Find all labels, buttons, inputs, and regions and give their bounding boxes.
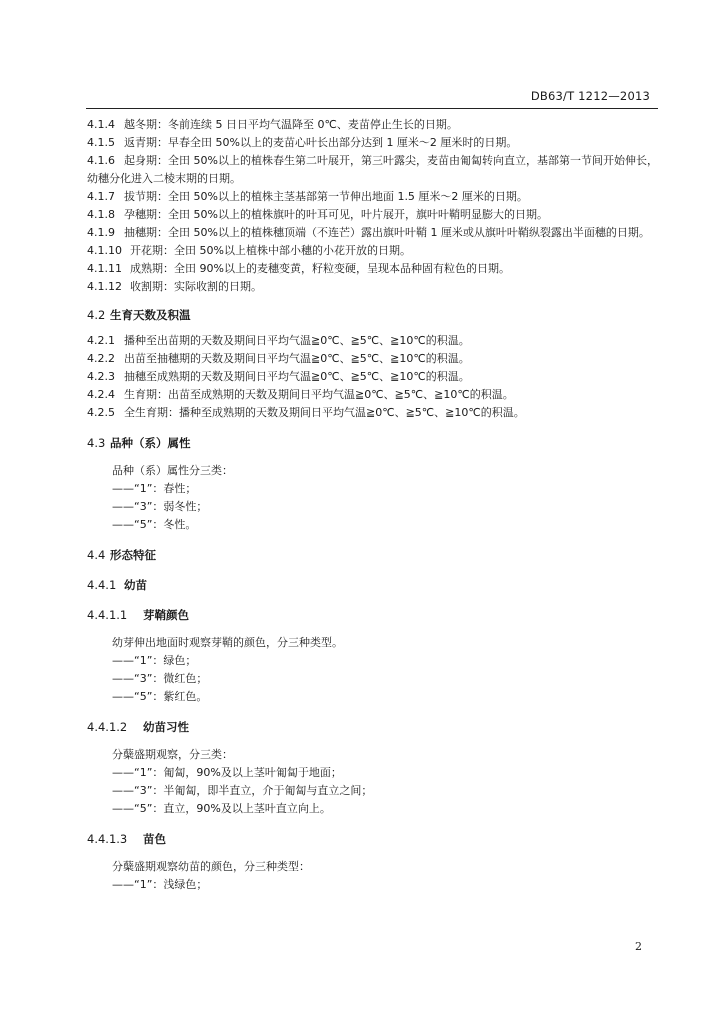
clause-text: 抽穗期：全田 50%以上的植株穗顶端（不连芒）露出旗叶叶鞘 1 厘米或从旗叶叶鞘纵裂露出半面穗的日期。 [124,226,650,239]
clause-number: 4.1.10 [87,244,122,257]
clause-text: 孕穗期：全田 50%以上的植株旗叶的叶耳可见，叶片展开，旗叶叶鞘明显膨大的日期。 [124,208,548,221]
clause-4-1-4 [87,116,659,134]
clause-number: 4.2.1 [87,334,115,347]
section-intro: 分蘖盛期观察幼苗的颜色，分三种类型： [112,860,310,873]
clause-4-1-7 [87,188,659,206]
clause-4-2-3 [87,368,659,386]
clause-text: 开花期：全田 50%以上植株中部小穗的小花开放的日期。 [130,244,411,257]
clause-number: 4.2.3 [87,370,115,383]
clause-number: 4.2.4 [87,388,115,401]
section-title: 幼苗习性 [143,720,189,734]
list-item: ——“1”：绿色； [112,654,197,667]
section-title: 品种（系）属性 [110,436,191,450]
list-item: ——“3”：半匍匐，即半直立，介于匍匐与直立之间； [112,784,373,797]
clause-text: 播种至出苗期的天数及期间日平均气温≧0℃、≧5℃、≧10℃的积温。 [124,334,470,347]
section-intro: 幼芽伸出地面时观察芽鞘的颜色，分三种类型。 [112,636,343,649]
document-body [87,116,659,894]
clause-text: 返青期：早春全田 50%以上的麦苗心叶长出部分达到 1 厘米～2 厘米时的日期。 [124,136,518,149]
section-title: 芽鞘颜色 [143,608,189,622]
clause-text: 生育期：出苗至成熟期的天数及期间日平均气温≧0℃、≧5℃、≧10℃的积温。 [124,388,514,401]
clause-text: 全生育期：播种至成熟期的天数及期间日平均气温≧0℃、≧5℃、≧10℃的积温。 [124,406,525,419]
section-title: 幼苗 [124,578,147,592]
section-number: 4.4.1.1 [87,608,128,622]
list-item: ——“5”：直立，90%及以上茎叶直立向上。 [112,802,331,815]
clause-4-1-5 [87,134,659,152]
section-number: 4.2 [87,308,106,322]
section-heading-4-4-1 [87,576,659,594]
section-heading-4-3 [87,434,659,452]
clause-4-2-4 [87,386,659,404]
section-heading-4-2 [87,306,659,324]
clause-number: 4.1.12 [87,280,122,293]
clause-text: 抽穗至成熟期的天数及期间日平均气温≧0℃、≧5℃、≧10℃的积温。 [124,370,470,383]
clause-number: 4.2.5 [87,406,115,419]
clause-4-1-10 [87,242,659,260]
clause-text: 成熟期：全田 90%以上的麦穗变黄，籽粒变硬，呈现本品种固有粒色的日期。 [130,262,510,275]
clause-4-1-6 [87,152,659,188]
page-number: 2 [635,940,642,953]
clause-4-1-9 [87,224,659,242]
clause-number: 4.1.9 [87,226,115,239]
section-number: 4.4.1.2 [87,720,128,734]
section-number: 4.4.1.3 [87,832,128,846]
section-number: 4.4 [87,548,106,562]
clause-4-1-12 [87,278,659,296]
list-item: ——“3”：弱冬性； [112,500,208,513]
section-heading-4-4-1-1 [87,606,659,624]
clause-4-2-5 [87,404,659,422]
list-item: ——“5”：冬性。 [112,518,197,531]
clause-text: 出苗至抽穗期的天数及期间日平均气温≧0℃、≧5℃、≧10℃的积温。 [124,352,470,365]
clause-4-1-8 [87,206,659,224]
section-heading-4-4-1-2 [87,718,659,736]
section-title: 苗色 [143,832,166,846]
standard-code: DB63/T 1212—2013 [530,89,650,103]
section-intro: 品种（系）属性分三类： [112,464,233,477]
list-item: ——“3”：微红色； [112,672,208,685]
section-number: 4.4.1 [87,578,117,592]
clause-text: 拔节期：全田 50%以上的植株主茎基部第一节伸出地面 1.5 厘米～2 厘米的日期。 [124,190,528,203]
header-divider [86,108,658,109]
list-item: ——“1”：浅绿色； [112,878,208,891]
section-title: 生育天数及积温 [110,308,191,322]
clause-number: 4.1.7 [87,190,115,203]
clause-4-2-1 [87,332,659,350]
section-intro: 分蘖盛期观察，分三类： [112,748,233,761]
clause-number: 4.1.4 [87,118,115,131]
section-number: 4.3 [87,436,106,450]
clause-text: 起身期：全田 50%以上的植株春生第二叶展开，第三叶露尖，麦苗由匍匐转向直立，基部第一节间开始伸长，幼穗分化进入二棱末期的日期。 [87,154,658,185]
clause-number: 4.2.2 [87,352,115,365]
section-heading-4-4 [87,546,659,564]
clause-4-1-11 [87,260,659,278]
section-heading-4-4-1-3 [87,830,659,848]
clause-number: 4.1.5 [87,136,115,149]
list-item: ——“5”：紫红色。 [112,690,208,703]
list-item: ——“1”：匍匐，90%及以上茎叶匍匐于地面； [112,766,342,779]
clause-text: 收割期：实际收割的日期。 [130,280,262,293]
section-title: 形态特征 [110,548,156,562]
clause-text: 越冬期：冬前连续 5 日日平均气温降至 0℃、麦苗停止生长的日期。 [124,118,458,131]
clause-number: 4.1.11 [87,262,122,275]
clause-number: 4.1.6 [87,154,115,167]
clause-number: 4.1.8 [87,208,115,221]
list-item: ——“1”：春性； [112,482,197,495]
clause-4-2-2 [87,350,659,368]
